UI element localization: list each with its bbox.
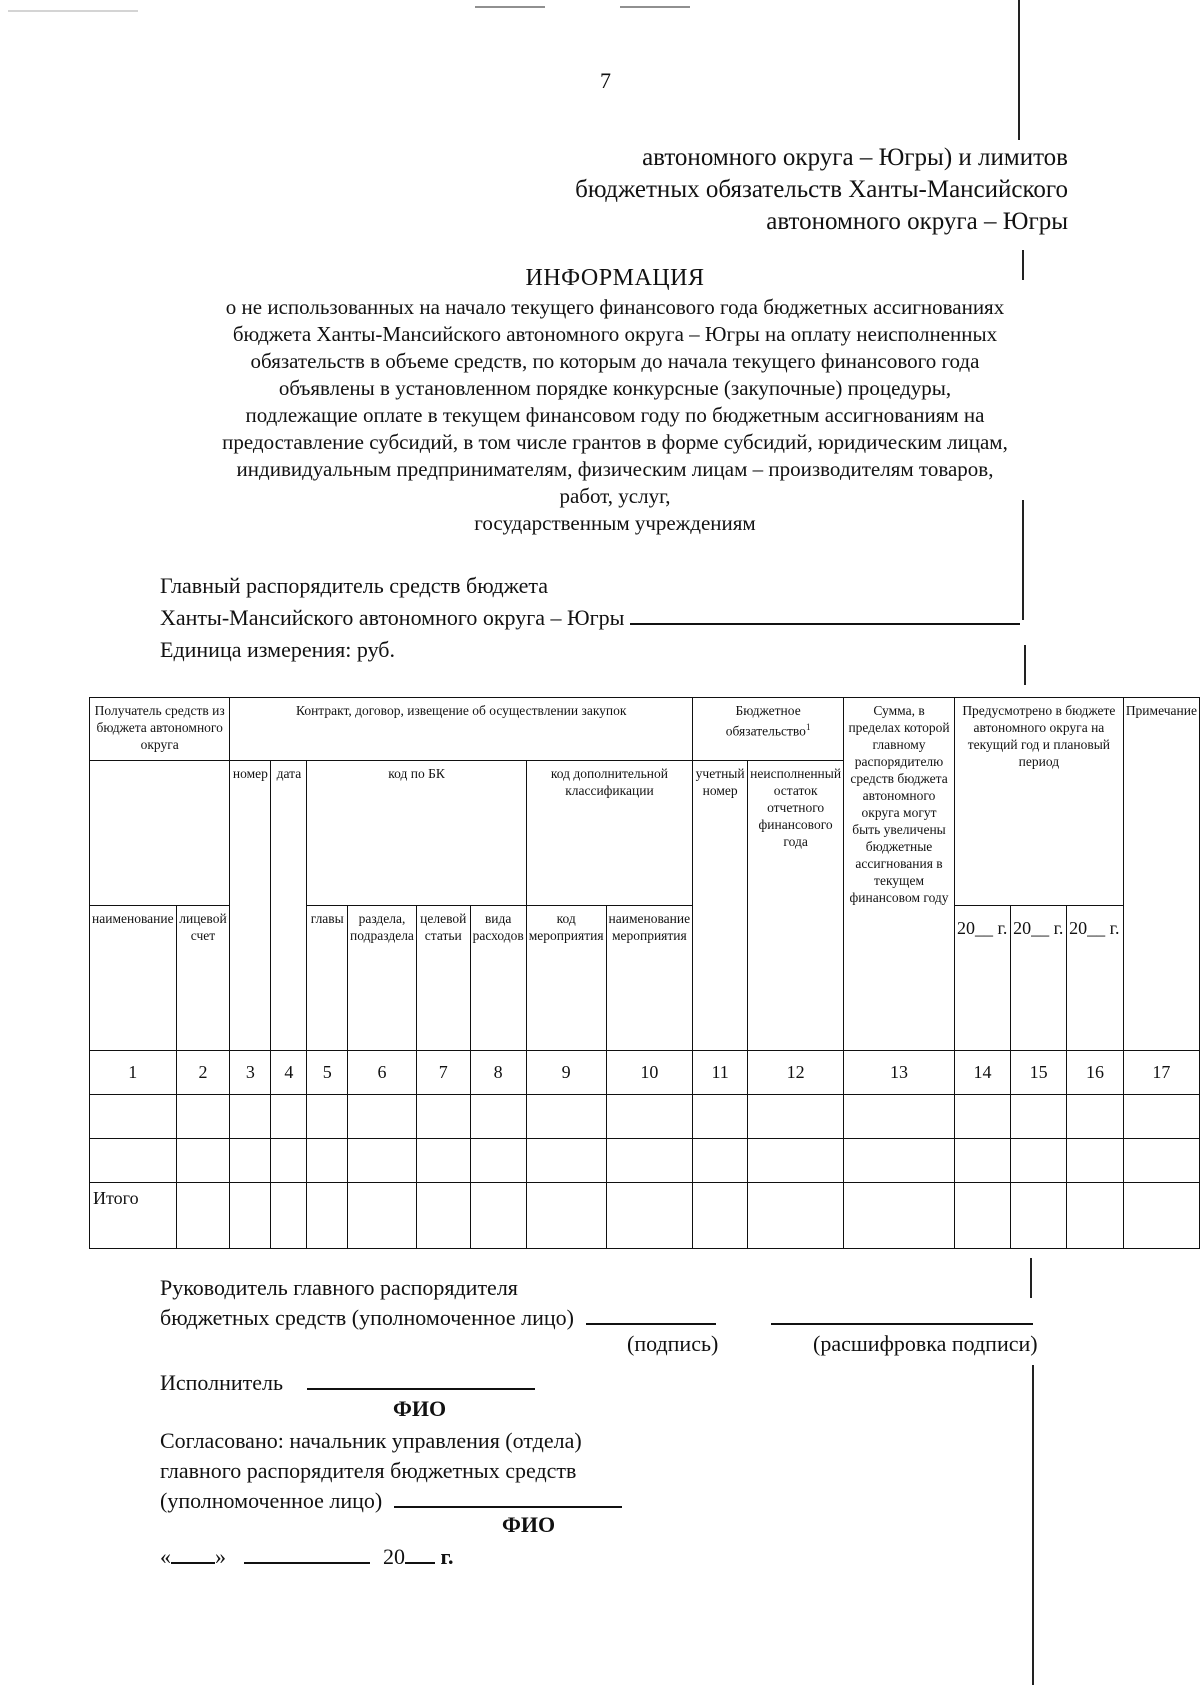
date-row xyxy=(160,1542,454,1572)
agreed-fio-caption: ФИО xyxy=(502,1512,556,1537)
col-num: 10 xyxy=(606,1051,693,1095)
table-cell[interactable] xyxy=(526,1139,606,1183)
table-cell[interactable] xyxy=(90,1139,177,1183)
col-num: 9 xyxy=(526,1051,606,1095)
header-kbk: код по БК xyxy=(307,761,526,906)
date-quote-close: » xyxy=(215,1544,226,1569)
header-date: дата xyxy=(271,761,307,1051)
scan-noise xyxy=(8,10,138,12)
subtitle-line: объявлены в установленном порядке конкурсные (закупочные) процедуры, xyxy=(278,376,952,400)
table-cell[interactable] xyxy=(416,1095,470,1139)
table-cell[interactable] xyxy=(176,1095,230,1139)
date-year: 20 xyxy=(383,1544,405,1569)
header-obligation: Бюджетное обязательство$^1$ xyxy=(693,698,844,761)
table-cell[interactable] xyxy=(693,1139,748,1183)
header-year-3: 20__ г. xyxy=(1067,906,1124,1051)
document-title: ИНФОРМАЦИЯ xyxy=(525,265,705,291)
header-target: целевой статьи xyxy=(416,906,470,1051)
scan-noise xyxy=(620,6,690,8)
table-cell[interactable] xyxy=(416,1139,470,1183)
obligations-table xyxy=(89,697,1200,1249)
date-suffix: г. xyxy=(440,1544,454,1569)
subtitle-line: подлежащие оплате в текущем финансовом году по бюджетным ассигнованиям на xyxy=(245,403,985,427)
table-cell[interactable] xyxy=(271,1183,307,1249)
table-cell[interactable] xyxy=(693,1095,748,1139)
table-cell[interactable] xyxy=(307,1183,348,1249)
subtitle-line: предоставление субсидий, в том числе грантов в форме субсидий, юридическим лицам, xyxy=(222,430,1008,454)
table-cell[interactable] xyxy=(1123,1183,1199,1249)
table-cell[interactable] xyxy=(90,1095,177,1139)
table-cell[interactable] xyxy=(271,1095,307,1139)
header-line: автономного округа – Югры) и лимитов xyxy=(642,144,1068,171)
subtitle-line: работ, услуг, xyxy=(559,484,671,508)
distributor-input-line[interactable] xyxy=(630,607,1020,625)
executor-input-line[interactable] xyxy=(307,1370,535,1390)
col-num: 5 xyxy=(307,1051,348,1095)
table-cell[interactable] xyxy=(230,1139,271,1183)
col-num: 2 xyxy=(176,1051,230,1095)
header-account: лицевой счет xyxy=(176,906,230,1051)
signature-decode-line[interactable] xyxy=(771,1305,1033,1325)
column-number-row xyxy=(90,1051,1200,1095)
header-regnum: учетный номер xyxy=(693,761,748,1051)
table-cell[interactable] xyxy=(176,1139,230,1183)
table-cell[interactable] xyxy=(230,1095,271,1139)
table-cell[interactable] xyxy=(470,1139,526,1183)
table-cell[interactable] xyxy=(1067,1139,1124,1183)
col-num: 12 xyxy=(748,1051,844,1095)
head-title-line1: Руководитель главного распорядителя xyxy=(160,1275,518,1300)
table-cell[interactable] xyxy=(954,1183,1010,1249)
date-year-line[interactable] xyxy=(405,1544,435,1564)
header-number: номер xyxy=(230,761,271,1051)
date-quote-open: « xyxy=(160,1544,171,1569)
document-subtitle xyxy=(120,294,1110,537)
col-num: 3 xyxy=(230,1051,271,1095)
agreed-block xyxy=(160,1426,622,1516)
page-number: 7 xyxy=(600,68,611,93)
header-section: раздела, подраздела xyxy=(348,906,417,1051)
header-addcode: код дополнительной классификации xyxy=(526,761,692,906)
scan-edge-line xyxy=(1032,1365,1034,1685)
subtitle-line: о не использованных на начало текущего финансового года бюджетных ассигнованиях xyxy=(225,295,1005,319)
table-cell[interactable] xyxy=(1067,1095,1124,1139)
subtitle-line: обязательств в объеме средств, по которым до начала текущего финансового года xyxy=(250,349,980,373)
col-num: 7 xyxy=(416,1051,470,1095)
meta-unit: Единица измерения: руб. xyxy=(160,637,395,662)
header-line: бюджетных обязательств Ханты-Мансийского xyxy=(575,176,1068,203)
header-name: наименование xyxy=(90,906,177,1051)
header-sum: Сумма, в пределах которой главному распорядителю средств бюджета автономного округа могут быть увеличены бюджетные ассигнования в текущем финансовом году xyxy=(844,698,955,1051)
table-cell[interactable] xyxy=(416,1183,470,1249)
table-cell[interactable] xyxy=(844,1183,955,1249)
executor-label: Исполнитель xyxy=(160,1370,284,1395)
table-row xyxy=(90,1095,1200,1139)
meta-region: Ханты-Мансийского автономного округа – Югры xyxy=(160,605,625,630)
header-note: Примечание xyxy=(1123,698,1199,1051)
table-cell[interactable] xyxy=(606,1139,693,1183)
executor-fio-caption: ФИО xyxy=(393,1396,447,1421)
table-cell[interactable] xyxy=(1011,1095,1067,1139)
table-cell[interactable] xyxy=(176,1183,230,1249)
document-header xyxy=(575,142,1068,238)
header-chapter: главы xyxy=(307,906,348,1051)
col-num: 13 xyxy=(844,1051,955,1095)
total-label: Итого xyxy=(90,1183,177,1249)
table-cell[interactable] xyxy=(1067,1183,1124,1249)
table-cell[interactable] xyxy=(844,1139,955,1183)
subtitle-line: индивидуальным предпринимателям, физическим лицам – производителям товаров, xyxy=(236,457,994,481)
form-meta xyxy=(160,570,1020,666)
header-recipient-cont xyxy=(90,761,230,906)
table-cell[interactable] xyxy=(1123,1139,1199,1183)
table-cell[interactable] xyxy=(307,1139,348,1183)
table-cell[interactable] xyxy=(348,1139,417,1183)
subtitle-line: государственным учреждениям xyxy=(474,511,756,535)
scan-edge-line xyxy=(1024,645,1026,685)
col-num: 17 xyxy=(1123,1051,1199,1095)
table-cell[interactable] xyxy=(954,1139,1010,1183)
table-cell[interactable] xyxy=(954,1095,1010,1139)
col-num: 1 xyxy=(90,1051,177,1095)
table-cell[interactable] xyxy=(348,1095,417,1139)
agreed-line1: Согласовано: начальник управления (отдела) xyxy=(160,1428,582,1453)
header-year-2: 20__ г. xyxy=(1011,906,1067,1051)
table-cell[interactable] xyxy=(748,1095,844,1139)
col-num: 4 xyxy=(271,1051,307,1095)
header-remainder: неисполненный остаток отчетного финансового года xyxy=(748,761,844,1051)
table-cell[interactable] xyxy=(1011,1139,1067,1183)
total-row xyxy=(90,1183,1200,1249)
table-cell[interactable] xyxy=(307,1095,348,1139)
table-cell[interactable] xyxy=(844,1095,955,1139)
scan-edge-line xyxy=(1018,0,1020,140)
executor-row xyxy=(160,1368,535,1398)
header-planned: Предусмотрено в бюджете автономного округа на текущий год и плановый период xyxy=(954,698,1123,906)
signature-decode-caption: (расшифровка подписи) xyxy=(813,1331,1038,1356)
head-title-line2: бюджетных средств (уполномоченное лицо) xyxy=(160,1305,575,1330)
table-cell[interactable] xyxy=(271,1139,307,1183)
agreed-line2: главного распорядителя бюджетных средств xyxy=(160,1458,577,1483)
table-cell[interactable] xyxy=(693,1183,748,1249)
table-cell[interactable] xyxy=(1011,1183,1067,1249)
signature-line[interactable] xyxy=(586,1305,716,1325)
head-signature-block xyxy=(160,1273,1033,1333)
table-cell[interactable] xyxy=(606,1095,693,1139)
header-line: автономного округа – Югры xyxy=(766,208,1068,235)
subtitle-line: бюджета Ханты-Мансийского автономного округа – Югры на оплату неисполненных xyxy=(232,322,998,346)
scan-noise xyxy=(475,6,545,8)
signature-caption: (подпись) xyxy=(627,1331,719,1356)
agreed-input-line[interactable] xyxy=(394,1488,622,1508)
meta-region-row xyxy=(160,602,1020,634)
table-row xyxy=(90,1139,1200,1183)
head-title-row xyxy=(160,1303,1033,1333)
date-day-line[interactable] xyxy=(171,1544,215,1564)
table-cell[interactable] xyxy=(1123,1095,1199,1139)
header-eventcode: код мероприятия xyxy=(526,906,606,1051)
col-num: 8 xyxy=(470,1051,526,1095)
header-year-1: 20__ г. xyxy=(954,906,1010,1051)
col-num: 6 xyxy=(348,1051,417,1095)
col-num: 11 xyxy=(693,1051,748,1095)
col-num: 16 xyxy=(1067,1051,1124,1095)
table-cell[interactable] xyxy=(348,1183,417,1249)
col-num: 15 xyxy=(1011,1051,1067,1095)
header-eventname: наименование мероприятия xyxy=(606,906,693,1051)
table-cell[interactable] xyxy=(470,1183,526,1249)
header-recipient: Получатель средств из бюджета автономного округа xyxy=(90,698,230,761)
table-cell[interactable] xyxy=(748,1183,844,1249)
table-cell[interactable] xyxy=(526,1095,606,1139)
table-cell[interactable] xyxy=(230,1183,271,1249)
table-cell[interactable] xyxy=(526,1183,606,1249)
date-month-line[interactable] xyxy=(244,1544,370,1564)
table-cell[interactable] xyxy=(606,1183,693,1249)
header-exptype: вида расходов xyxy=(470,906,526,1051)
meta-distributor: Главный распорядитель средств бюджета xyxy=(160,573,549,598)
header-contract: Контракт, договор, извещение об осуществлении закупок xyxy=(230,698,693,761)
col-num: 14 xyxy=(954,1051,1010,1095)
agreed-line3: (уполномоченное лицо) xyxy=(160,1488,383,1513)
table-cell[interactable] xyxy=(748,1139,844,1183)
table-cell[interactable] xyxy=(470,1095,526,1139)
